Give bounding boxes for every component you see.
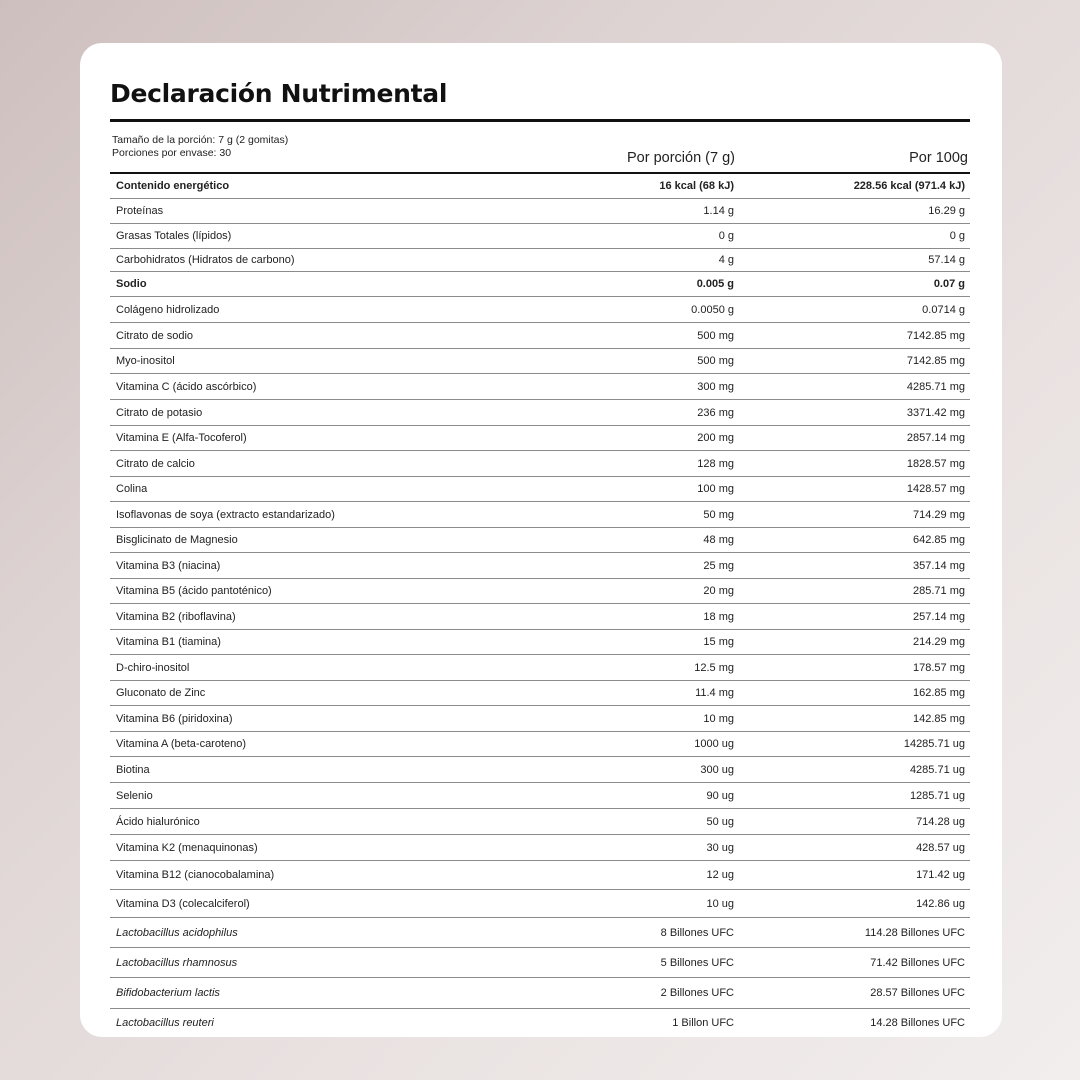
- per-100g-value: 0.0714 g: [922, 303, 965, 316]
- table-row: [110, 400, 970, 426]
- per-serving-value: 50 ug: [706, 815, 734, 828]
- nutrient-name: Vitamina K2 (menaquinonas): [116, 841, 258, 854]
- per-serving-value: 15 mg: [703, 636, 734, 648]
- nutrient-name: Selenio: [116, 789, 153, 802]
- nutrient-name: Vitamina B12 (cianocobalamina): [116, 869, 275, 881]
- table-row: [110, 809, 970, 835]
- serving-size-text: Tamaño de la porción: 7 g (2 gomitas): [112, 134, 289, 146]
- per-serving-value: 30 ug: [706, 841, 734, 854]
- per-100g-value: 1828.57 mg: [906, 457, 965, 470]
- table-row: [110, 323, 970, 349]
- per-100g-value: 171.42 ug: [916, 869, 965, 881]
- per-100g-value: 14285.71 ug: [903, 738, 965, 750]
- column-header-per-serving: Por porción (7 g): [627, 150, 735, 166]
- nutrient-name: Carbohidratos (Hidratos de carbono): [116, 254, 295, 266]
- per-serving-value: 200 mg: [697, 432, 734, 444]
- table-row: [110, 349, 970, 374]
- table-row: [110, 553, 970, 579]
- page-title: Declaración Nutrimental: [110, 79, 448, 108]
- table-row: [110, 948, 970, 978]
- per-100g-value: 28.57 Billones UFC: [870, 987, 965, 999]
- per-serving-value: 11.4 mg: [695, 687, 734, 699]
- per-serving-value: 1 Billon UFC: [672, 1017, 734, 1029]
- per-100g-value: 114.28 Billones UFC: [864, 926, 965, 939]
- per-100g-value: 178.57 mg: [913, 661, 965, 674]
- nutrient-name: Vitamina B2 (riboflavina): [116, 610, 236, 623]
- per-100g-value: 1428.57 mg: [906, 483, 965, 495]
- table-row: [110, 1009, 970, 1037]
- per-100g-value: 14.28 Billones UFC: [870, 1017, 965, 1029]
- nutrition-facts-card: [80, 43, 1002, 1037]
- per-serving-value: 12.5 mg: [694, 661, 734, 674]
- per-serving-value: 0.005 g: [696, 278, 734, 290]
- nutrient-name: Vitamina D3 (colecalciferol): [116, 897, 250, 910]
- nutrient-name: Proteínas: [116, 205, 164, 217]
- per-serving-value: 18 mg: [703, 610, 734, 623]
- table-row: [110, 732, 970, 757]
- nutrient-name: Sodio: [116, 278, 147, 290]
- per-100g-value: 228.56 kcal (971.4 kJ): [853, 180, 965, 192]
- table-row: [110, 655, 970, 681]
- per-100g-value: 4285.71 ug: [909, 763, 965, 776]
- nutrient-name: Lactobacillus acidophilus: [116, 926, 238, 939]
- per-serving-value: 50 mg: [703, 508, 734, 521]
- table-row: [110, 681, 970, 706]
- nutrient-name: Colágeno hidrolizado: [116, 303, 220, 316]
- per-serving-value: 48 mg: [703, 534, 734, 546]
- nutrient-name: Vitamina A (beta-caroteno): [116, 738, 247, 750]
- per-serving-value: 10 mg: [703, 712, 734, 725]
- table-row: [110, 249, 970, 272]
- nutrient-name: Biotina: [116, 763, 150, 776]
- table-row: [110, 706, 970, 732]
- nutrient-name: Vitamina B6 (piridoxina): [116, 712, 233, 725]
- table-row: [110, 374, 970, 400]
- table-row: [110, 502, 970, 528]
- title-divider: [110, 119, 970, 122]
- per-serving-value: 8 Billones UFC: [660, 926, 734, 939]
- table-row: [110, 272, 970, 297]
- table-row: [110, 224, 970, 249]
- per-serving-value: 25 mg: [703, 559, 734, 572]
- per-serving-value: 0 g: [718, 230, 734, 242]
- nutrient-name: Vitamina B5 (ácido pantoténico): [116, 585, 272, 597]
- per-serving-value: 5 Billones UFC: [660, 956, 734, 969]
- per-serving-value: 16 kcal (68 kJ): [659, 180, 734, 192]
- per-serving-value: 10 ug: [706, 897, 734, 910]
- table-row: [110, 630, 970, 655]
- per-100g-value: 257.14 mg: [913, 610, 965, 623]
- table-row: [110, 477, 970, 502]
- per-100g-value: 714.29 mg: [913, 508, 965, 521]
- nutrient-name: Citrato de potasio: [116, 406, 203, 419]
- nutrient-name: Lactobacillus rhamnosus: [116, 956, 238, 969]
- nutrient-name: Bifidobacterium lactis: [116, 987, 220, 999]
- nutrient-name: Gluconato de Zinc: [116, 687, 206, 699]
- nutrition-table: [110, 174, 970, 1037]
- nutrient-name: Lactobacillus reuteri: [116, 1017, 214, 1029]
- nutrient-name: Isoflavonas de soya (extracto estandarizado): [116, 508, 335, 521]
- per-serving-value: 236 mg: [697, 406, 734, 419]
- table-row: [110, 579, 970, 604]
- per-serving-value: 4 g: [718, 254, 734, 266]
- per-100g-value: 7142.85 mg: [906, 355, 965, 367]
- per-serving-value: 2 Billones UFC: [660, 987, 734, 999]
- table-row: [110, 174, 970, 199]
- per-100g-value: 642.85 mg: [913, 534, 965, 546]
- per-serving-value: 1.14 g: [703, 205, 734, 217]
- per-100g-value: 2857.14 mg: [906, 432, 965, 444]
- table-row: [110, 426, 970, 451]
- table-row: [110, 757, 970, 783]
- per-100g-value: 7142.85 mg: [906, 329, 965, 342]
- table-row: [110, 451, 970, 477]
- per-100g-value: 16.29 g: [928, 205, 965, 217]
- per-serving-value: 100 mg: [697, 483, 734, 495]
- nutrient-name: D-chiro-inositol: [116, 661, 190, 674]
- per-serving-value: 500 mg: [697, 355, 734, 367]
- per-serving-value: 300 ug: [700, 763, 734, 776]
- nutrient-name: Vitamina E (Alfa-Tocoferol): [116, 432, 247, 444]
- per-100g-value: 0 g: [949, 230, 965, 242]
- per-serving-value: 300 mg: [697, 380, 734, 393]
- per-100g-value: 71.42 Billones UFC: [870, 956, 965, 969]
- per-100g-value: 57.14 g: [928, 254, 965, 266]
- table-row: [110, 835, 970, 861]
- nutrient-name: Contenido energético: [116, 180, 230, 192]
- per-100g-value: 428.57 ug: [916, 841, 965, 854]
- nutrient-name: Citrato de calcio: [116, 457, 195, 470]
- per-100g-value: 142.85 mg: [913, 712, 965, 725]
- table-row: [110, 604, 970, 630]
- serving-info: [112, 134, 288, 160]
- nutrient-name: Vitamina B1 (tiamina): [116, 636, 221, 648]
- table-row: [110, 528, 970, 553]
- nutrient-name: Grasas Totales (lípidos): [116, 230, 232, 242]
- per-100g-value: 0.07 g: [933, 278, 965, 290]
- nutrient-name: Vitamina C (ácido ascórbico): [116, 380, 257, 393]
- per-100g-value: 285.71 mg: [913, 585, 965, 597]
- per-100g-value: 1285.71 ug: [909, 789, 965, 802]
- nutrient-name: Bisglicinato de Magnesio: [116, 534, 238, 546]
- nutrient-name: Citrato de sodio: [116, 329, 194, 342]
- nutrient-name: Myo-inositol: [116, 355, 175, 367]
- nutrient-name: Colina: [116, 483, 148, 495]
- table-row: [110, 297, 970, 323]
- per-serving-value: 90 ug: [706, 789, 734, 802]
- per-serving-value: 500 mg: [697, 329, 734, 342]
- per-serving-value: 128 mg: [697, 457, 734, 470]
- per-serving-value: 0.0050 g: [691, 303, 734, 316]
- nutrient-name: Ácido hialurónico: [116, 815, 200, 828]
- table-row: [110, 918, 970, 948]
- table-row: [110, 861, 970, 890]
- per-100g-value: 214.29 mg: [913, 636, 965, 648]
- per-100g-value: 3371.42 mg: [906, 406, 965, 419]
- table-row: [110, 199, 970, 224]
- per-100g-value: 142.86 ug: [916, 897, 965, 910]
- servings-per-container-text: Porciones por envase: 30: [112, 147, 232, 159]
- per-100g-value: 714.28 ug: [916, 815, 965, 828]
- table-row: [110, 783, 970, 809]
- per-serving-value: 20 mg: [703, 585, 734, 597]
- per-serving-value: 12 ug: [706, 869, 734, 881]
- per-100g-value: 357.14 mg: [913, 559, 965, 572]
- table-row: [110, 890, 970, 918]
- per-100g-value: 162.85 mg: [913, 687, 965, 699]
- table-row: [110, 978, 970, 1009]
- nutrient-name: Vitamina B3 (niacina): [116, 559, 221, 572]
- per-serving-value: 1000 ug: [694, 738, 734, 750]
- column-header-per-100g: Por 100g: [909, 150, 968, 166]
- per-100g-value: 4285.71 mg: [906, 380, 965, 393]
